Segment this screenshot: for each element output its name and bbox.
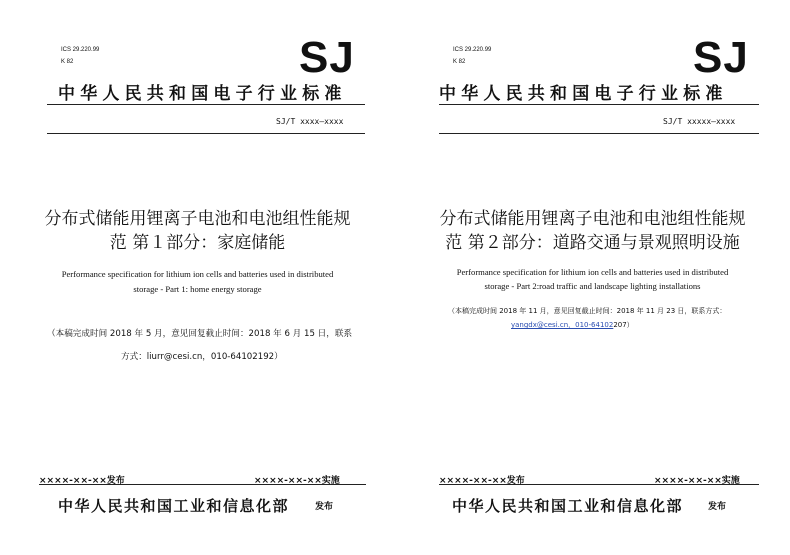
implementation-date: ××××-××-××实施 xyxy=(654,476,740,486)
title-en-line-2: storage - Part 2:road traffic and landscape lighting installations xyxy=(484,281,701,291)
publish-label: 发布 xyxy=(315,502,334,512)
standard-number: SJ/T xxxx—xxxx xyxy=(276,117,344,126)
footer-rule xyxy=(439,484,759,485)
title-en-line-1: Performance specification for lithium ion cells and batteries used in distributed xyxy=(456,267,729,277)
ics-code: ICS 29.220.99 xyxy=(61,47,100,53)
sj-logo-mark: SJ xyxy=(299,33,355,82)
draft-note-line-2: 方式：liurr@cesi.cn，010-64102192） xyxy=(121,352,283,362)
header-rule xyxy=(47,104,365,105)
ics-code: ICS 29.220.99 xyxy=(453,47,492,53)
number-rule xyxy=(439,133,759,134)
ministry-name: 中华人民共和国工业和信息化部 xyxy=(452,497,684,515)
issue-date: ××××-××-××发布 xyxy=(439,476,525,486)
title-cn-line-1: 分布式储能用锂离子电池和电池组性能规 xyxy=(44,209,351,229)
standard-number: SJ/T xxxxx—xxxx xyxy=(663,117,736,126)
number-rule xyxy=(47,133,365,134)
org-title: 中华人民共和国电子行业标准 xyxy=(58,84,347,104)
title-cn-line-2: 范 第２部分：道路交通与景观照明设施 xyxy=(445,233,740,253)
draft-note-line-1: （本稿完成时间 2018 年 11 月，意见回复截止时间：2018 年 11 月 23 日，联系方式： xyxy=(448,307,727,315)
sj-logo-mark: SJ xyxy=(693,33,749,82)
ccs-code: K 82 xyxy=(453,59,466,65)
title-cn-line-2: 范 第１部分：家庭储能 xyxy=(109,233,286,253)
draft-note-line-1: （本稿完成时间 2018 年 5 月，意见回复截止时间：2018 年 6 月 15 日，联系 xyxy=(47,329,353,339)
draft-note-line-2 xyxy=(511,320,634,330)
issue-date: ××××-××-××发布 xyxy=(39,476,125,486)
footer-rule xyxy=(39,484,366,485)
title-en-line-2: storage - Part 1: home energy storage xyxy=(133,284,262,294)
title-en-line-1: Performance specification for lithium ion cells and batteries used in distributed xyxy=(61,269,334,279)
org-title: 中华人民共和国电子行业标准 xyxy=(439,84,728,104)
contact-tail: 207） xyxy=(613,321,634,329)
implementation-date: ××××-××-××实施 xyxy=(254,476,340,486)
contact-link[interactable]: yangdx@cesi.cn，010-64102 xyxy=(511,321,614,329)
title-cn-line-1: 分布式储能用锂离子电池和电池组性能规 xyxy=(439,209,746,229)
ministry-name: 中华人民共和国工业和信息化部 xyxy=(58,497,290,515)
standard-cover-part-2 xyxy=(395,0,790,555)
header-rule xyxy=(439,104,759,105)
publish-label: 发布 xyxy=(708,502,727,512)
ccs-code: K 82 xyxy=(61,59,74,65)
